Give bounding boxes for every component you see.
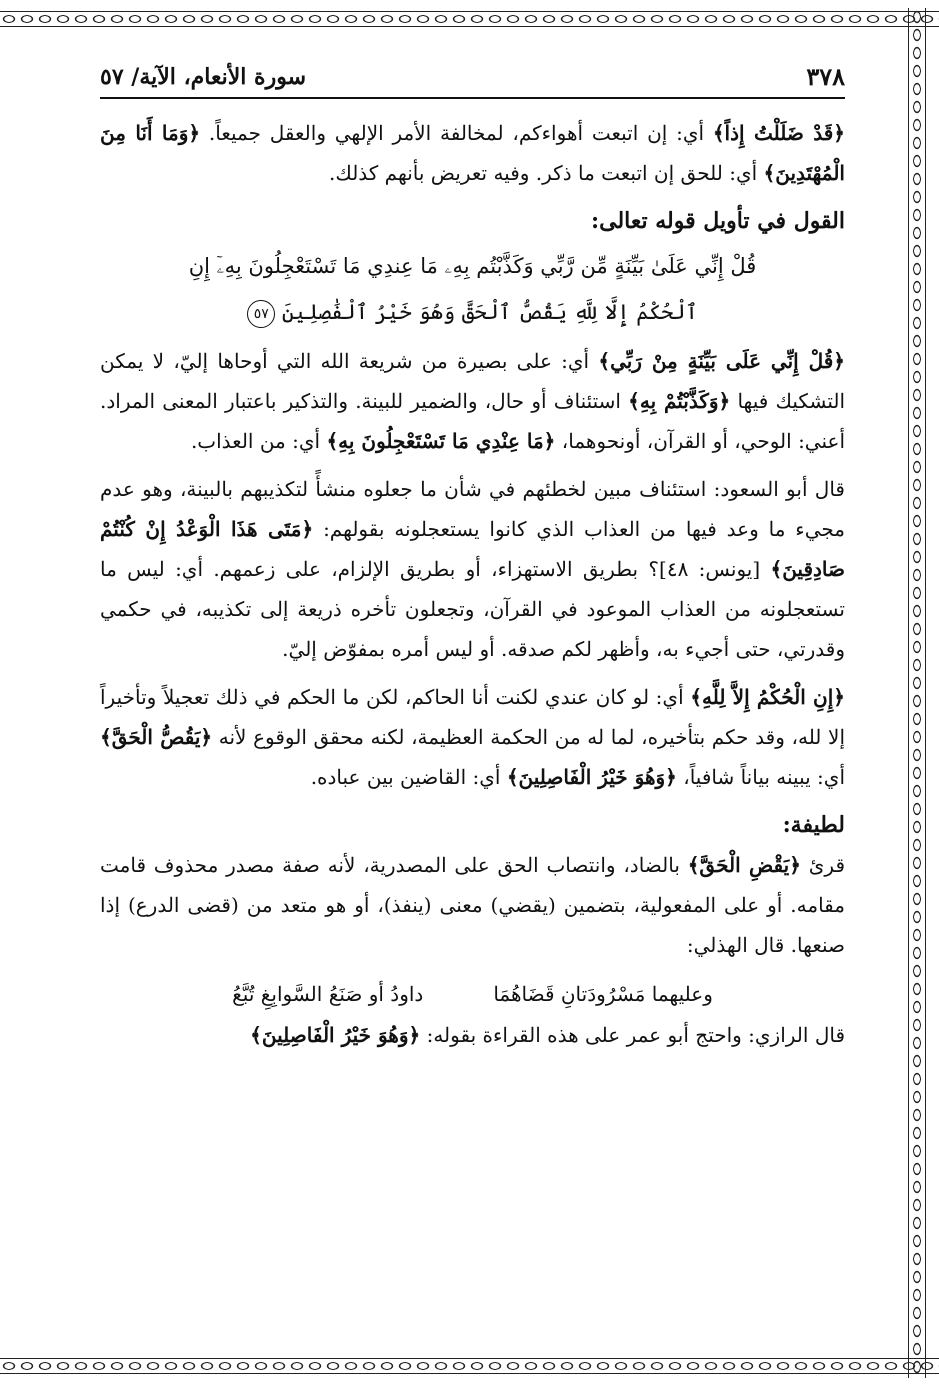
commentary-text: قرئ: [800, 853, 846, 877]
poem-hemistich-1: وعليهما مَسْرُودَتانِ قَضَاهُمَا: [493, 982, 713, 1006]
commentary-text: بالضاد، وانتصاب الحق على المصدرية، لأنه صفة مصدر محذوف قامت مقامه. أو على المفعولية، بتضمين (يقضي) معنى (ينفذ)، أو هو متعد من (قضى الدرع) إذا صنعها. قال الهذلي:: [100, 853, 845, 957]
paragraph-6: [100, 1015, 845, 1055]
verse-line-2-text: ٱلْحُكْمُ إِلَّا لِلَّهِ يَقُصُّ ٱلْحَقَّ وَهُوَ خَيْرُ ٱلْفَٰصِلِينَ: [281, 300, 698, 324]
page-content: [100, 62, 845, 1347]
quran-quote: ﴿قَدْ ضَلَلْتُ إِذاً﴾: [712, 121, 845, 145]
paragraph-1: [100, 113, 845, 193]
quran-quote: ﴿وَهُوَ خَيْرُ الْفَاصِلِينَ﴾: [506, 765, 677, 789]
quran-verse: [100, 243, 845, 335]
commentary-text: أي: يبينه بياناً شافياً،: [676, 765, 845, 789]
quran-quote: ﴿إِنِ الْحُكْمُ إِلاَّ لِلَّهِ﴾: [690, 685, 845, 709]
page-number: ٣٧٨: [806, 62, 845, 91]
commentary-text: أي: من العذاب.: [190, 429, 327, 453]
poem-verse: [100, 973, 845, 1015]
verse-line-1: قُلْ إِنِّي عَلَىٰ بَيِّنَةٍ مِّن رَّبِّي وَكَذَّبْتُم بِهِۦ مَا عِندِي مَا تَسْتَعْجِلُونَ بِهِۦٓ إِنِ: [188, 254, 757, 278]
subsection-heading: لطيفة:: [782, 812, 845, 838]
bottom-ornamental-border: [0, 1355, 939, 1377]
quran-quote: ﴿وَكَذَّبْتُمْ بِهِ﴾: [628, 389, 731, 413]
paragraph-3: [100, 469, 845, 669]
commentary-text: [يونس: ٤٨]؟ بطريق الاستهزاء، أو بطريق الإلزام، على زعمهم. أي: ليس ما تستعجلونه من العذاب الموعود في القرآن، وتجعلون تأخره ذريعة إلى تكذيبه، في حكمي وقدرتي، حتى أجيء به، وأظهر لكم صدقه. أو ليس أمره بمفوّض إليّ.: [100, 557, 845, 661]
quran-quote: ﴿قُلْ إِنِّي عَلَى بَيِّنَةٍ مِنْ رَبِّي﴾: [598, 349, 845, 373]
top-ornamental-border: [0, 8, 939, 30]
section-heading: القول في تأويل قوله تعالى:: [591, 208, 845, 234]
commentary-text: أي: إن اتبعت أهواءكم، لمخالفة الأمر الإلهي والعقل جميعاً.: [200, 121, 713, 145]
quran-quote: ﴿مَتَى هَذَا الْوَعْدُ إِنْ كُنْتُمْ صَادِقِينَ﴾: [100, 517, 846, 581]
commentary-text: أي: على بصيرة من شريعة الله التي أوحاها إليّ، لا يمكن التشكيك فيها: [100, 349, 846, 413]
running-title: سورة الأنعام، الآية/ ٥٧: [100, 63, 306, 90]
running-header: [100, 62, 845, 99]
right-ornamental-border: [905, 8, 929, 1378]
quran-quote: ﴿يَقُصُّ الْحَقَّ﴾: [100, 725, 213, 749]
paragraph-5: [100, 845, 845, 965]
quran-quote: ﴿وَهُوَ خَيْرُ الْفَاصِلِينَ﴾: [250, 1023, 421, 1047]
commentary-text: أي: للحق إن اتبعت ما ذكر. وفيه تعريض بأنهم كذلك.: [328, 161, 764, 185]
commentary-text: أي: القاضين بين عباده.: [310, 765, 507, 789]
commentary-text: قال أبو السعود: استئناف مبين لخطئهم في شأن ما جعلوه منشأً لتكذيبهم بالبينة، وهو عدم مجيء ما وعد فيها من العذاب الذي كانوا يستعجلونه بقولهم:: [100, 477, 845, 541]
quran-quote: ﴿وَمَا أَنَا مِنَ الْمُهْتَدِينَ﴾: [100, 121, 845, 185]
verse-line-2: [100, 289, 845, 335]
paragraph-4: [100, 677, 845, 797]
commentary-text: أي: لو كان عندي لكنت أنا الحاكم، لكن ما الحكم في ذلك تعجيلاً وتأخيراً إلا لله، وقد حكم بتأخيره، لما له من الحكمة العظيمة، لكنه محقق الوقوع لأنه: [100, 685, 845, 749]
paragraph-2: [100, 341, 845, 461]
ayah-number-marker: ٥٧: [247, 300, 275, 328]
quran-quote: ﴿مَا عِنْدِي مَا تَسْتَعْجِلُونَ بِهِ﴾: [326, 429, 556, 453]
quran-quote: ﴿يَقْضِ الْحَقَّ﴾: [687, 853, 801, 877]
poem-hemistich-2: داودُ أو صَنَعُ السَّوابِغِ تُبَّعُ: [232, 982, 424, 1006]
commentary-text: قال الرازي: واحتج أبو عمر على هذه القراءة بقوله:: [420, 1023, 845, 1047]
commentary-text: استئناف أو حال، والضمير للبينة. والتذكير باعتبار المعنى المراد. أعني: الوحي، أو القرآن، أونحوهما،: [100, 389, 845, 453]
